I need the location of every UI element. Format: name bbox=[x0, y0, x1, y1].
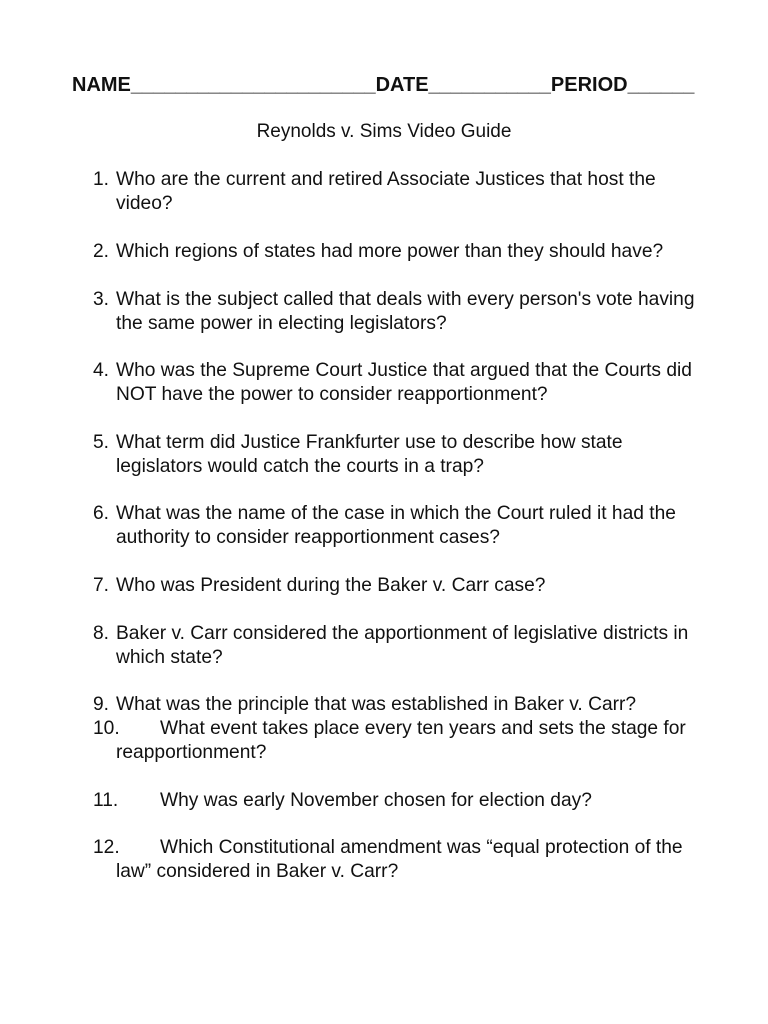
question-number: 2. bbox=[93, 241, 110, 262]
question-2 bbox=[93, 240, 705, 264]
question-text: What event takes place every ten years and sets the stage for reapportionment? bbox=[116, 718, 686, 763]
question-number: 8. bbox=[93, 623, 110, 644]
question-text: Who are the current and retired Associate Justices that host the video? bbox=[116, 169, 656, 214]
question-11 bbox=[93, 789, 705, 813]
question-text: Which Constitutional amendment was “equal protection of the law” considered in Baker v. Carr? bbox=[116, 837, 683, 882]
question-text: Which regions of states had more power than they should have? bbox=[116, 241, 664, 262]
question-number: 12. bbox=[93, 837, 120, 858]
question-7 bbox=[93, 574, 705, 598]
name-field-label: NAME______________________ bbox=[72, 74, 376, 96]
student-info-header bbox=[72, 72, 694, 98]
question-number: 7. bbox=[93, 575, 110, 596]
question-number: 6. bbox=[93, 503, 110, 524]
question-number: 9. bbox=[93, 694, 110, 715]
question-text: What was the principle that was established in Baker v. Carr? bbox=[116, 694, 637, 715]
question-text: What is the subject called that deals with every person's vote having the same power in electing legislators? bbox=[116, 289, 695, 334]
question-10 bbox=[93, 717, 705, 765]
question-12 bbox=[93, 836, 705, 884]
question-4 bbox=[93, 359, 705, 407]
question-text: What term did Justice Frankfurter use to describe how state legislators would catch the courts in a trap? bbox=[116, 432, 623, 477]
question-number: 4. bbox=[93, 360, 110, 381]
question-text: What was the name of the case in which the Court ruled it had the authority to consider reapportionment cases? bbox=[116, 503, 676, 548]
question-number: 1. bbox=[93, 169, 110, 190]
page-title: Reynolds v. Sims Video Guide bbox=[256, 121, 512, 142]
question-6 bbox=[93, 502, 705, 550]
date-field-label: DATE___________ bbox=[375, 74, 551, 96]
question-text: Why was early November chosen for election day? bbox=[160, 790, 592, 811]
question-8 bbox=[93, 622, 705, 670]
question-text: Baker v. Carr considered the apportionment of legislative districts in which state? bbox=[116, 623, 689, 668]
question-number: 11. bbox=[93, 790, 119, 811]
question-3 bbox=[93, 288, 705, 336]
question-number: 10. bbox=[93, 718, 120, 739]
question-5 bbox=[93, 431, 705, 479]
period-field-label: PERIOD______ bbox=[550, 74, 695, 96]
question-number: 5. bbox=[93, 432, 110, 453]
question-number: 3. bbox=[93, 289, 110, 310]
question-text: Who was President during the Baker v. Carr case? bbox=[116, 575, 546, 596]
question-text: Who was the Supreme Court Justice that argued that the Courts did NOT have the power to consider reapportionment? bbox=[116, 360, 692, 405]
question-1 bbox=[93, 168, 705, 216]
question-9 bbox=[93, 693, 705, 717]
